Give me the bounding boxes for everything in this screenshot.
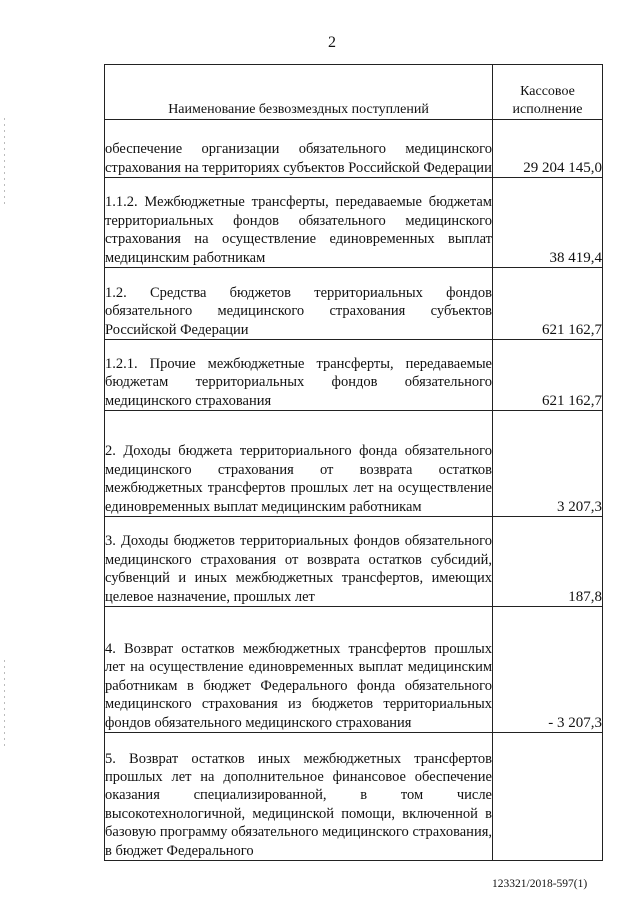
scan-margin-mark	[4, 118, 5, 208]
table-row	[105, 733, 603, 861]
row-amount: 187,8	[493, 517, 603, 607]
row-name: 1.1.2. Межбюджетные трансферты, передаваемые бюджетам территориальных фондов обязательного медицинского страхования на осуществление единовременных выплат медицинским работникам	[105, 178, 493, 268]
table-row	[105, 178, 603, 268]
page-number: 2	[328, 34, 336, 51]
document-footer-id: 123321/2018-597(1)	[492, 878, 588, 890]
scan-margin-mark	[4, 660, 5, 750]
row-name: 1.2. Средства бюджетов территориальных фондов обязательного медицинского страхования субъектов Российской Федерации	[105, 268, 493, 340]
header-amount-column: Кассовое исполнение	[493, 65, 603, 120]
row-amount	[493, 733, 603, 861]
table-row	[105, 607, 603, 733]
table-row	[105, 517, 603, 607]
row-name: 3. Доходы бюджетов территориальных фондов обязательного медицинского страхования от возврата остатков субсидий, субвенций и иных межбюджетных трансфертов, имеющих целевое назначение, прошлых лет	[105, 517, 493, 607]
table-row	[105, 340, 603, 411]
row-name: 1.2.1. Прочие межбюджетные трансферты, передаваемые бюджетам территориальных фондов обязательного медицинского страхования	[105, 340, 493, 411]
row-name: 5. Возврат остатков иных межбюджетных трансфертов прошлых лет на дополнительное финансовое обеспечение оказания специализированной, в том числе высокотехнологичной, медицинской помощи, включенной в базовую программу обязательного медицинского страхования, в бюджет Федерального	[105, 733, 493, 861]
row-amount: 29 204 145,0	[493, 120, 603, 178]
table-row	[105, 411, 603, 517]
table-header-row	[105, 65, 603, 120]
row-name: 4. Возврат остатков межбюджетных трансфертов прошлых лет на осуществление единовременных выплат медицинским работникам в бюджет Федерального фонда обязательного медицинского страхования из бюджетов территориальных фондов обязательного медицинского страхования	[105, 607, 493, 733]
row-amount: 621 162,7	[493, 340, 603, 411]
row-name: обеспечение организации обязательного медицинского страхования на территориях субъектов Российской Федерации	[105, 120, 493, 178]
row-amount: 621 162,7	[493, 268, 603, 340]
row-amount: 3 207,3	[493, 411, 603, 517]
header-name-column: Наименование безвозмездных поступлений	[105, 65, 493, 120]
table-row	[105, 268, 603, 340]
row-amount: 38 419,4	[493, 178, 603, 268]
table-row	[105, 120, 603, 178]
row-name: 2. Доходы бюджета территориального фонда обязательного медицинского страхования от возврата остатков межбюджетных трансфертов прошлых лет на осуществление единовременных выплат медицинским работникам	[105, 411, 493, 517]
revenue-table	[104, 64, 603, 861]
row-amount: - 3 207,3	[493, 607, 603, 733]
